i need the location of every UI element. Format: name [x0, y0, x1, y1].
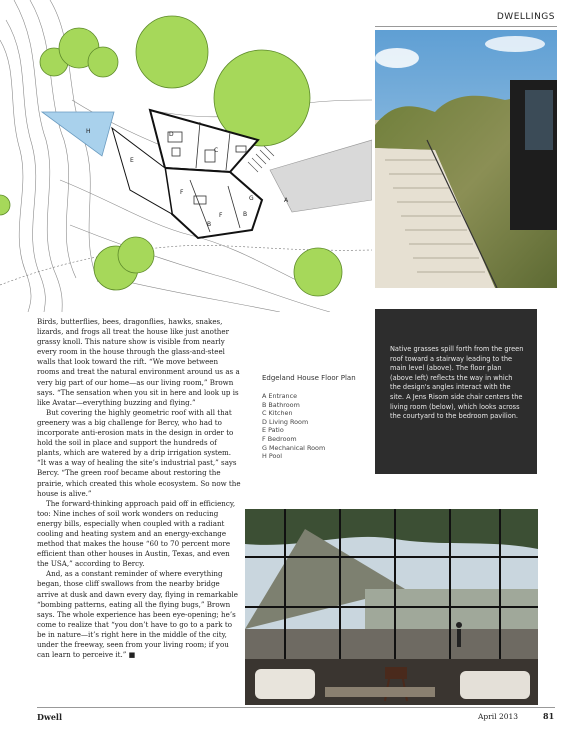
key-item: G Mechanical Room: [262, 443, 326, 452]
tree: [294, 248, 342, 296]
plan-label-d: D: [169, 131, 174, 138]
body-paragraph: The forward-thinking approach paid off in efficiency, too: Nine inches of soil work wonders on reducing energy bills, especially when coupled with a radiant cooling and heating system and an energy-exchange method that makes the house “60 to 70 percent more efficient than other houses in Austin, Texas, and even the USA,” according to Bercy.: [37, 498, 236, 569]
plan-label-c: C: [214, 147, 219, 154]
body-paragraph: And, as a constant reminder of where everything began, those cliff swallows from the nearby bridge arrive at dusk and dawn every day, flying in remarkable “bombing patterns, eating all the flying bugs,” Brown says. The whole experience has been eye-opening; he’s come to realize that “you don’t have to go to a park to be in nature—it’s right here in the middle of the city, under the freeway, seen from your living room; if you can learn to perceive it.” ■: [37, 569, 238, 660]
photo-grass-stairway: [375, 30, 557, 288]
section-rule: [375, 26, 557, 27]
section-label: DWELLINGS: [496, 12, 555, 22]
floor-plan-key-title: Edgeland House Floor Plan: [262, 374, 356, 382]
body-paragraph: But covering the highly geometric roof with all that greenery was a big challenge for Bercy, who had to incorporate anti-erosion mats in the design in order to hold the soil in place and support the hundreds of plants, which are watered by a drip irrigation system. “It was a way of healing the site’s industrial past,” says Bercy. “The green roof became about restoring the prairie, which created this whole ecosystem. So now the house is alive.”: [37, 407, 241, 498]
tree: [136, 16, 208, 88]
plan-label-f: F: [180, 189, 184, 196]
key-item: H Pool: [262, 452, 283, 461]
photo-living-room: [245, 509, 538, 705]
key-item: B Bathroom: [262, 400, 300, 409]
plan-label-b: B: [207, 221, 212, 228]
photo-caption: Native grasses spill forth from the green roof toward a stairway leading to the main level (above). The floor plan (above left) reflects the way in which the design's angles interact with the site. A Jens Risom side chair centers the living room (below), which looks across the courtyard to the bedroom pavilion.: [390, 345, 524, 421]
pool: [42, 112, 114, 156]
stair-hatch: [248, 146, 274, 172]
plan-label-b: B: [243, 211, 248, 218]
floor-plan-key: [262, 392, 325, 461]
plan-label-e: E: [130, 157, 134, 164]
page-number: 81: [543, 711, 555, 721]
tree: [0, 195, 10, 215]
plan-label-h: H: [86, 128, 91, 135]
tree: [88, 47, 118, 77]
plan-label-a: A: [284, 197, 289, 204]
issue-date: April 2013: [478, 712, 519, 721]
key-item: D Living Room: [262, 417, 309, 426]
plan-label-f: F: [219, 212, 223, 219]
key-item: F Bedroom: [262, 434, 297, 443]
plan-label-g: G: [249, 195, 254, 202]
magazine-name: Dwell: [37, 712, 62, 722]
body-paragraph: Birds, butterflies, bees, dragonflies, hawks, snakes, lizards, and frogs all treat the house like just another grassy knoll. This nature show is visible from nearly every room in the house through the glass-and-steel walls that look toward the rift. “We move between rooms and treat the natural environment around us as a very big part of our home—as our living room,” Brown says. “The sensation when you sit in here and look up is like Avatar—everything buzzing and flying.”: [37, 317, 240, 407]
key-item: A Entrance: [262, 392, 298, 400]
site-floor-plan: [0, 0, 372, 312]
tree: [118, 237, 154, 273]
article-body: [37, 317, 242, 660]
footer-rule: [37, 707, 555, 708]
key-item: C Kitchen: [262, 409, 293, 418]
key-item: E Patio: [262, 426, 284, 435]
